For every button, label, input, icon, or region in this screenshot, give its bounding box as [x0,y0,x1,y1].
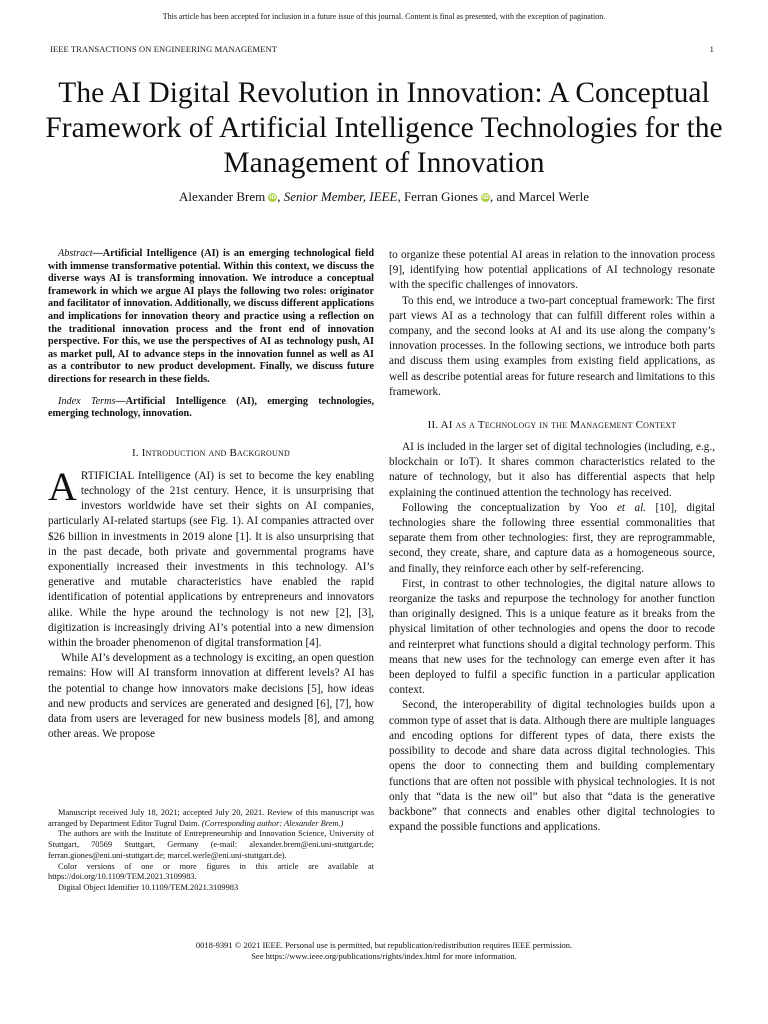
footnote-color-versions: Color versions of one or more figures in this article are available at https://doi.org/10.1109/TEM.2021.3109983. [48,861,374,882]
paragraph-text: Following the conceptualization by Yoo [402,501,617,514]
paragraph: to organize these potential AI areas in relation to the innovation process [9], identifying how potential applications of AI technology resonate with the specific challenges of innovators. [389,249,715,292]
author-name: and Marcel Werle [496,189,590,204]
orcid-icon[interactable]: iD [481,194,489,201]
index-terms [48,396,374,421]
section-heading: II. AI as a Technology in the Management Context [427,419,677,432]
rights-link-line[interactable]: See https://www.ieee.org/publications/rights/index.html for more information. [251,951,517,961]
paragraph-text: [10], digital technologies share the following three essential commonalities that separate them from other technologies: first, they are reprogrammable, second, they create, share, and capture data as a homogeneous source, and finally, they reinforce each other by self-referencing. [389,501,715,575]
footnote-affiliation: The authors are with the Institute of Entrepreneurship and Innovation Science, University of Stuttgart, 70569 Stuttgart, Germany (e-mail: alexander.brem@eni.uni-stuttgart.de; ferran.giones@eni.uni-stuttgart.de; marcel.werle@eni.uni-stuttgart.de). [48,829,374,860]
index-terms-label: Index Terms [58,395,116,407]
paragraph [48,463,374,651]
author-name: Alexander Brem [178,189,266,204]
drop-cap: A [48,463,77,509]
orcid-icon[interactable]: iD [269,194,277,201]
abstract-text: —Artificial Intelligence (AI) is an emerging technological field with immense transformative potential. Within this context, we discuss the diverse ways AI is transforming innovation. We introduce a conceptual framework in which we argue AI plays the following two roles: originator and facilitator of innovation. Additionally, we discuss different applications and implications for innovation theory and practice using a reflection on the traditional innovation process and the front end of innovation perspective. For this, we use the perspectives of AI as technology push, AI as market pull, AI to advance steps in the innovation funnel as well as AI as a contributor to new product development. Finally, we discuss future directions for research in these fields. [48,248,374,385]
copyright-notice [0,940,768,962]
running-head [50,44,714,55]
footnotes [48,808,374,894]
et-al: et al. [616,501,646,514]
paragraph: First, in contrast to other technologies, the digital nature allows to reorganize the tasks and repurpose the technology for another function than originally designed. This is a unique feature as it breaks from the physical limitation of other technologies and opens the door to recode and reinterpret what functions should a digital technology perform. This means that new uses for the technology can emerge even after it has been deployed to fulfil a specific function in a particular application context. [389,577,715,697]
footnote-doi: Digital Object Identifier 10.1109/TEM.2021.3109983 [58,882,239,892]
paragraph: To this end, we introduce a two-part conceptual framework: The first part views AI as a technology that can fulfill different roles within a company, and the second looks at AI and its use along the company’s innovation processes. In the following sections, we introduce both parts and discuss them using examples from existing field applications, as well as describe potential areas for future research and limitations to this framework. [389,294,715,398]
footnote-text: Manuscript received July 18, 2021; accepted July 20, 2021. Review of this manuscript was arranged by Department Editor Tugrul Daim. [48,808,374,828]
author-membership: Senior Member, IEEE [283,189,398,204]
paper-title: The AI Digital Revolution in Innovation: A Conceptual Framework of Artificial Intelligence Technologies for the Management of Innovation [45,77,723,179]
corresponding-author: (Corresponding author: Alexander Brem.) [201,818,344,828]
paragraph: While AI’s development as a technology is exciting, an open question remains: How will AI transform innovation at different levels? AI has the potential to change how innovators make decisions [5], how ideas and new products and services are generated and designed [6], [7], how data from users are leveraged for new business models [8], and among other areas. We propose [48,652,374,741]
author-line: Alexander Brem iD, Senior Member, IEEE, Ferran Giones iD, and Marcel Werle [178,189,590,204]
paragraph: Second, the interoperability of digital technologies builds upon a common type of asset that is data. Although there are multiple languages and encoding options for different types of data, there exists the possibility to decode and share data across digital technologies. This opens the door to connecting them and building complementary functions that are often not possible with physical technologies. It is not only that “data is the new oil” but also that “data is the generative backbone” that connects and enables other digital technologies to expand the possible functions and applications. [389,699,715,834]
right-column [389,248,715,835]
paragraph: AI is included in the larger set of digital technologies (including, e.g., blockchain or IoT). It shares common characteristics related to the nature of technology, but it also has differential aspects that help explaining the continued attention the technology has received. [389,441,715,499]
left-column [48,248,374,742]
abstract-label: Abstract [58,248,93,259]
abstract [48,248,374,387]
journal-name: IEEE TRANSACTIONS ON ENGINEERING MANAGEMENT [50,44,278,54]
author-name: Ferran Giones [403,189,478,204]
page-number: 1 [709,44,714,54]
section-heading: I. Introduction and Background [132,446,290,459]
paragraph-text: RTIFICIAL Intelligence (AI) is set to become the key enabling technology of the 21st century. Hence, it is unsurprising that investors worldwide have set their sights on AI companies, particularly AI-related startups (see Fig. 1). AI companies attracted over $26 billion in investments in 2019 alone [1]. It is also unsurprising that in the past decade, both private and governmental programs have exponentially increased their investments in this technology. AI’s generative and mutable characteristics have enabled the rapid identification of potential applications by entrepreneurs and innovators alike. While the hype around the technology is not new [2], [3], digitization is increasingly driving AI’s potential into a new dimension within the broader phenomenon of digital transformation [4]. [48,469,374,649]
paragraph [389,501,715,577]
acceptance-note: This article has been accepted for inclusion in a future issue of this journal. Content is final as presented, with the exception of pagination. [162,12,606,21]
index-terms-text: —Artificial Intelligence (AI), emerging technologies, emerging technology, innovation. [48,395,375,420]
footnote-manuscript [48,808,374,829]
copyright-line: 0018-9391 © 2021 IEEE. Personal use is permitted, but republication/redistribution requires IEEE permission. [195,940,573,950]
